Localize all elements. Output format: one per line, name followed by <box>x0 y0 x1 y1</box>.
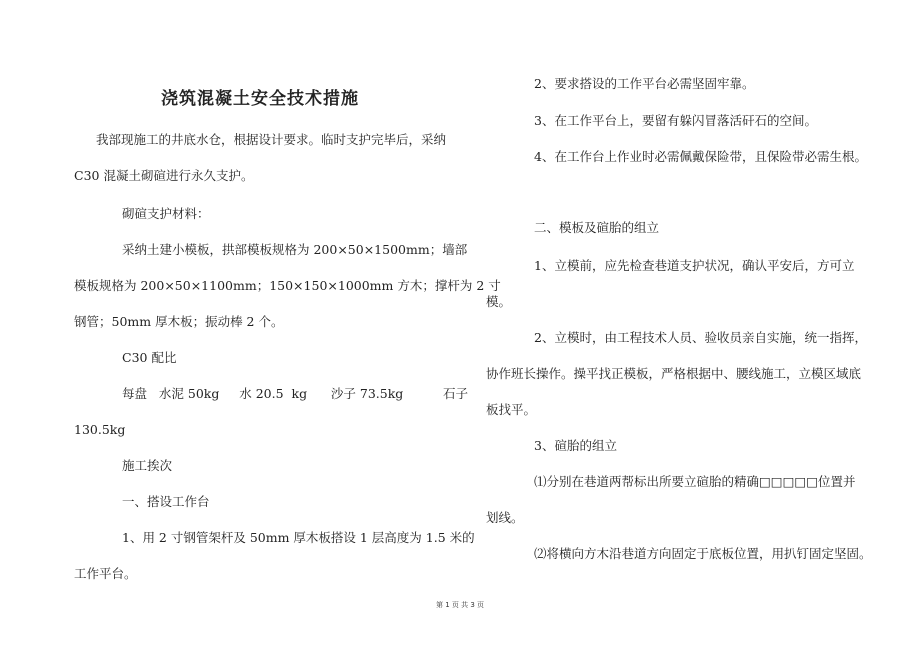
body-paragraph: C30 配比 <box>122 350 177 365</box>
body-paragraph: 我部现施工的井底水仓，根据设计要求。临时支护完毕后，采纳 <box>96 132 447 147</box>
body-paragraph: 1、用 2 寸钢管架杆及 50mm 厚木板搭设 1 层高度为 1.5 米的 <box>122 530 475 545</box>
body-paragraph: 板找平。 <box>486 402 537 417</box>
section-heading: 3、碹胎的组立 <box>534 438 617 453</box>
body-paragraph: 2、立模时，由工程技术人员、验收员亲自实施，统一指挥， <box>534 330 867 345</box>
body-paragraph: 采纳土建小模板，拱部模板规格为 200×50×1500mm；墙部 <box>122 242 468 257</box>
section-heading: 一、搭设工作台 <box>122 494 210 509</box>
body-paragraph: 模。 <box>486 294 512 309</box>
page-number-footer: 第 1 页 共 3 页 <box>435 601 485 609</box>
body-paragraph: 1、立模前，应先检查巷道支护状况，确认平安后，方可立 <box>534 258 855 273</box>
body-paragraph: 钢管；50mm 厚木板；振动棒 2 个。 <box>74 314 284 329</box>
body-paragraph: 划线。 <box>486 510 524 525</box>
body-paragraph: 每盘 水泥 50kg 水 20.5 kg 沙子 73.5kg 石子 <box>122 386 469 401</box>
body-paragraph: 4、在工作台上作业时必需佩戴保险带，且保险带必需生根。 <box>534 149 867 164</box>
body-paragraph: ⑴分别在巷道两帮标出所要立碹胎的精确□□□□□位置并 <box>534 474 856 489</box>
document-title: 浇筑混凝土安全技术措施 <box>161 89 359 109</box>
body-paragraph: ⑵将横向方木沿巷道方向固定于底板位置，用扒钉固定坚固。 <box>534 546 872 561</box>
body-paragraph: 砌碹支护材料： <box>122 206 210 221</box>
body-paragraph: 协作班长操作。操平找正模板，严格根据中、腰线施工，立模区域底 <box>486 366 862 381</box>
body-paragraph: 3、在工作平台上，要留有躲闪冒落活矸石的空间。 <box>534 113 817 128</box>
body-paragraph: 130.5kg <box>74 422 126 437</box>
body-paragraph: 2、要求搭设的工作平台必需坚固牢靠。 <box>534 76 755 91</box>
body-paragraph: 模板规格为 200×50×1100mm；150×150×1000mm 方木；撑杆为 2 寸 <box>74 278 501 293</box>
body-paragraph: 施工挨次 <box>122 458 173 473</box>
body-paragraph: C30 混凝土砌碹进行永久支护。 <box>74 168 254 183</box>
body-paragraph: 工作平台。 <box>74 566 137 581</box>
section-heading: 二、模板及碹胎的组立 <box>534 220 660 235</box>
